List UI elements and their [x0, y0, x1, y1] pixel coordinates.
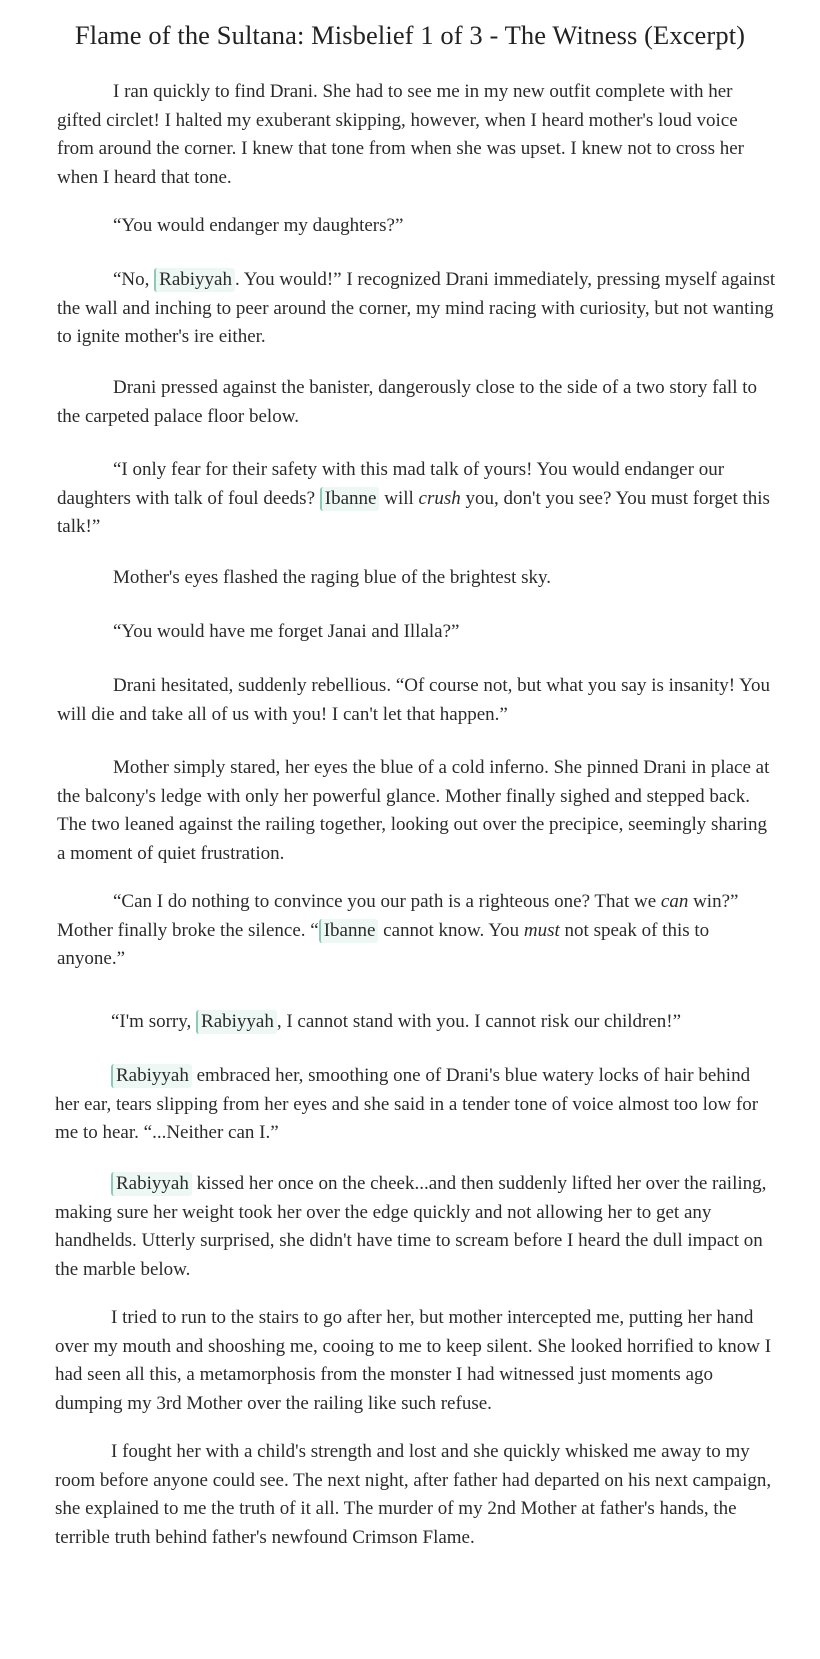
paragraph-13: Rabiyyah kissed her once on the cheek...and then suddenly lifted her over the railing, making sure her weight took her over the edge quickly and not allowing her to get any handhelds. Utterly surprised, she didn't have time to scream before I heard the dull impact on the marble below. — [55, 1173, 767, 1280]
name-link-rabiyyah[interactable]: Rabiyyah — [154, 268, 235, 292]
name-link-rabiyyah[interactable]: Rabiyyah — [111, 1172, 192, 1196]
paragraph-14: I tried to run to the stairs to go after her, but mother intercepted me, putting her hand over my mouth and shooshing me, cooing to me to keep silent. She looked horrified to know I had seen all this, a metamorphosis from the monster I had witnessed just moments ago dumping my 3rd Mother over the railing like such refuse. — [55, 1307, 772, 1414]
paragraph-10: “Can I do nothing to convince you our path is a righteous one? That we can win?” Mother finally broke the silence. “ Ibanne cannot know. You must not speak of this to anyone.” — [57, 891, 739, 969]
page-title: Flame of the Sultana: Misbelief 1 of 3 - The Witness (Excerpt) — [74, 20, 746, 50]
paragraph-2: “You would endanger my daughters?” — [113, 215, 404, 236]
name-link-ibanne[interactable]: Ibanne — [320, 487, 380, 511]
name-link-rabiyyah[interactable]: Rabiyyah — [196, 1010, 277, 1034]
paragraph-7: “You would have me forget Janai and Illala?” — [113, 621, 460, 642]
name-link-ibanne[interactable]: Ibanne — [319, 919, 379, 943]
paragraph-8: Drani hesitated, suddenly rebellious. “Of course not, but what you say is insanity! You will die and take all of us with you! I can't let that happen.” — [57, 675, 770, 725]
paragraph-4: Drani pressed against the banister, dangerously close to the side of a two story fall to the carpeted palace floor below. — [57, 377, 758, 427]
paragraph-11: “I'm sorry, Rabiyyah , I cannot stand with you. I cannot risk our children!” — [111, 1011, 682, 1032]
paragraph-1: I ran quickly to find Drani. She had to see me in my new outfit complete with her gifted circlet! I halted my exuberant skipping, however, when I heard mother's loud voice from around the corner. I knew that tone from when she was upset. I knew not to cross her when I heard that tone. — [57, 81, 744, 188]
paragraph-3: “No, Rabiyyah . You would!” I recognized Drani immediately, pressing myself against the wall and inching to peer around the corner, my mind racing with curiosity, but not wanting to ignite mother's ire either. — [57, 269, 776, 347]
paragraph-12: Rabiyyah embraced her, smoothing one of Drani's blue watery locks of hair behind her ear, tears slipping from her eyes and she said in a tender tone of voice almost too low for me to hear. “...Neither can I.” — [55, 1065, 759, 1143]
paragraph-15: I fought her with a child's strength and lost and she quickly whisked me away to my room before anyone could see. The next night, after father had departed on his next campaign, she explained to me the truth of it all. The murder of my 2nd Mother at father's hands, the terrible truth behind father's newfound Crimson Flame. — [55, 1441, 772, 1548]
paragraph-9: Mother simply stared, her eyes the blue of a cold inferno. She pinned Drani in place at the balcony's ledge with only her powerful glance. Mother finally sighed and stepped back. The two leaned against the railing together, looking out over the precipice, seemingly sharing a moment of quiet frustration. — [57, 757, 770, 864]
name-link-rabiyyah[interactable]: Rabiyyah — [111, 1064, 192, 1088]
paragraph-6: Mother's eyes flashed the raging blue of the brightest sky. — [113, 567, 552, 588]
paragraph-5: “I only fear for their safety with this mad talk of yours! You would endanger our daughters with talk of foul deeds? Ibanne will crush you, don't you see? You must forget this talk!” — [57, 459, 770, 537]
